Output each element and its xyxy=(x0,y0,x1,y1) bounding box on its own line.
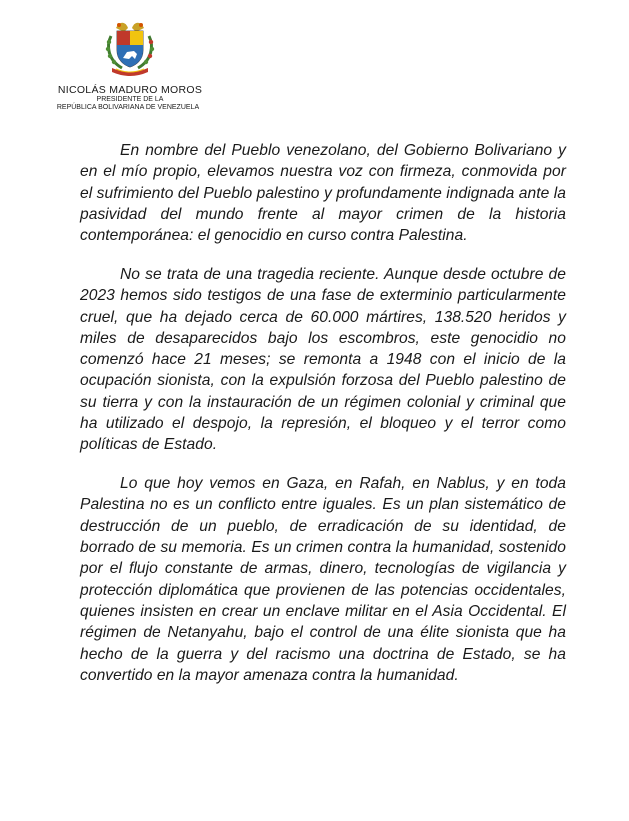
paragraph-3: Lo que hoy vemos en Gaza, en Rafah, en Nablus, y en toda Palestina no es un conflicto entre iguales. Es un plan sistemático de destrucción de un pueblo, de erradicación de su identidad, de borrado de su memoria. Es un crimen contra la humanidad, sostenido por el flujo constante de armas, dinero, tecnologías de vigilancia y protección diplomática que provienen de las potencias occidentales, quienes insisten en crear un enclave militar en el Asia Occidental. El régimen de Netanyahu, bajo el control de una élite sionista que ha hecho de la guerra y del racismo una doctrina de Estado, se ha convertido en la mayor amenaza contra la humanidad. xyxy=(80,475,566,684)
letterhead xyxy=(50,18,210,112)
letterhead-name: NICOLÁS MADURO MOROS xyxy=(57,84,203,96)
letter-body xyxy=(80,140,566,704)
paragraph-2: No se trata de una tragedia reciente. Aunque desde octubre de 2023 hemos sido testigos de una fase de exterminio particularmente cruel, que ha dejado cerca de 60.000 mártires, 138.520 heridos y miles de desaparecidos bajo los escombros, este genocidio no comenzó hace 21 meses; se remonta a 1948 con el inicio de la ocupación sionista, con la expulsión forzosa del Pueblo palestino de su tierra y con la instauración de un régimen colonial y criminal que ha utilizado el despojo, la represión, el bloqueo y el terror como políticas de Estado. xyxy=(80,265,566,454)
letterhead-country: REPÚBLICA BOLIVARIANA DE VENEZUELA xyxy=(56,104,200,111)
paragraph-1: En nombre del Pueblo venezolano, del Gobierno Bolivariano y en el mío propio, elevamos nuestra voz con firmeza, conmovida por el sufrimiento del Pueblo palestino y profundamente indignada ante la pasividad del mundo frente al mayor crimen de la historia contemporánea: el genocidio en curso contra Palestina. xyxy=(80,142,566,245)
letterhead-title: PRESIDENTE DE LA xyxy=(96,96,164,103)
venezuela-coat-of-arms-icon xyxy=(102,18,158,76)
